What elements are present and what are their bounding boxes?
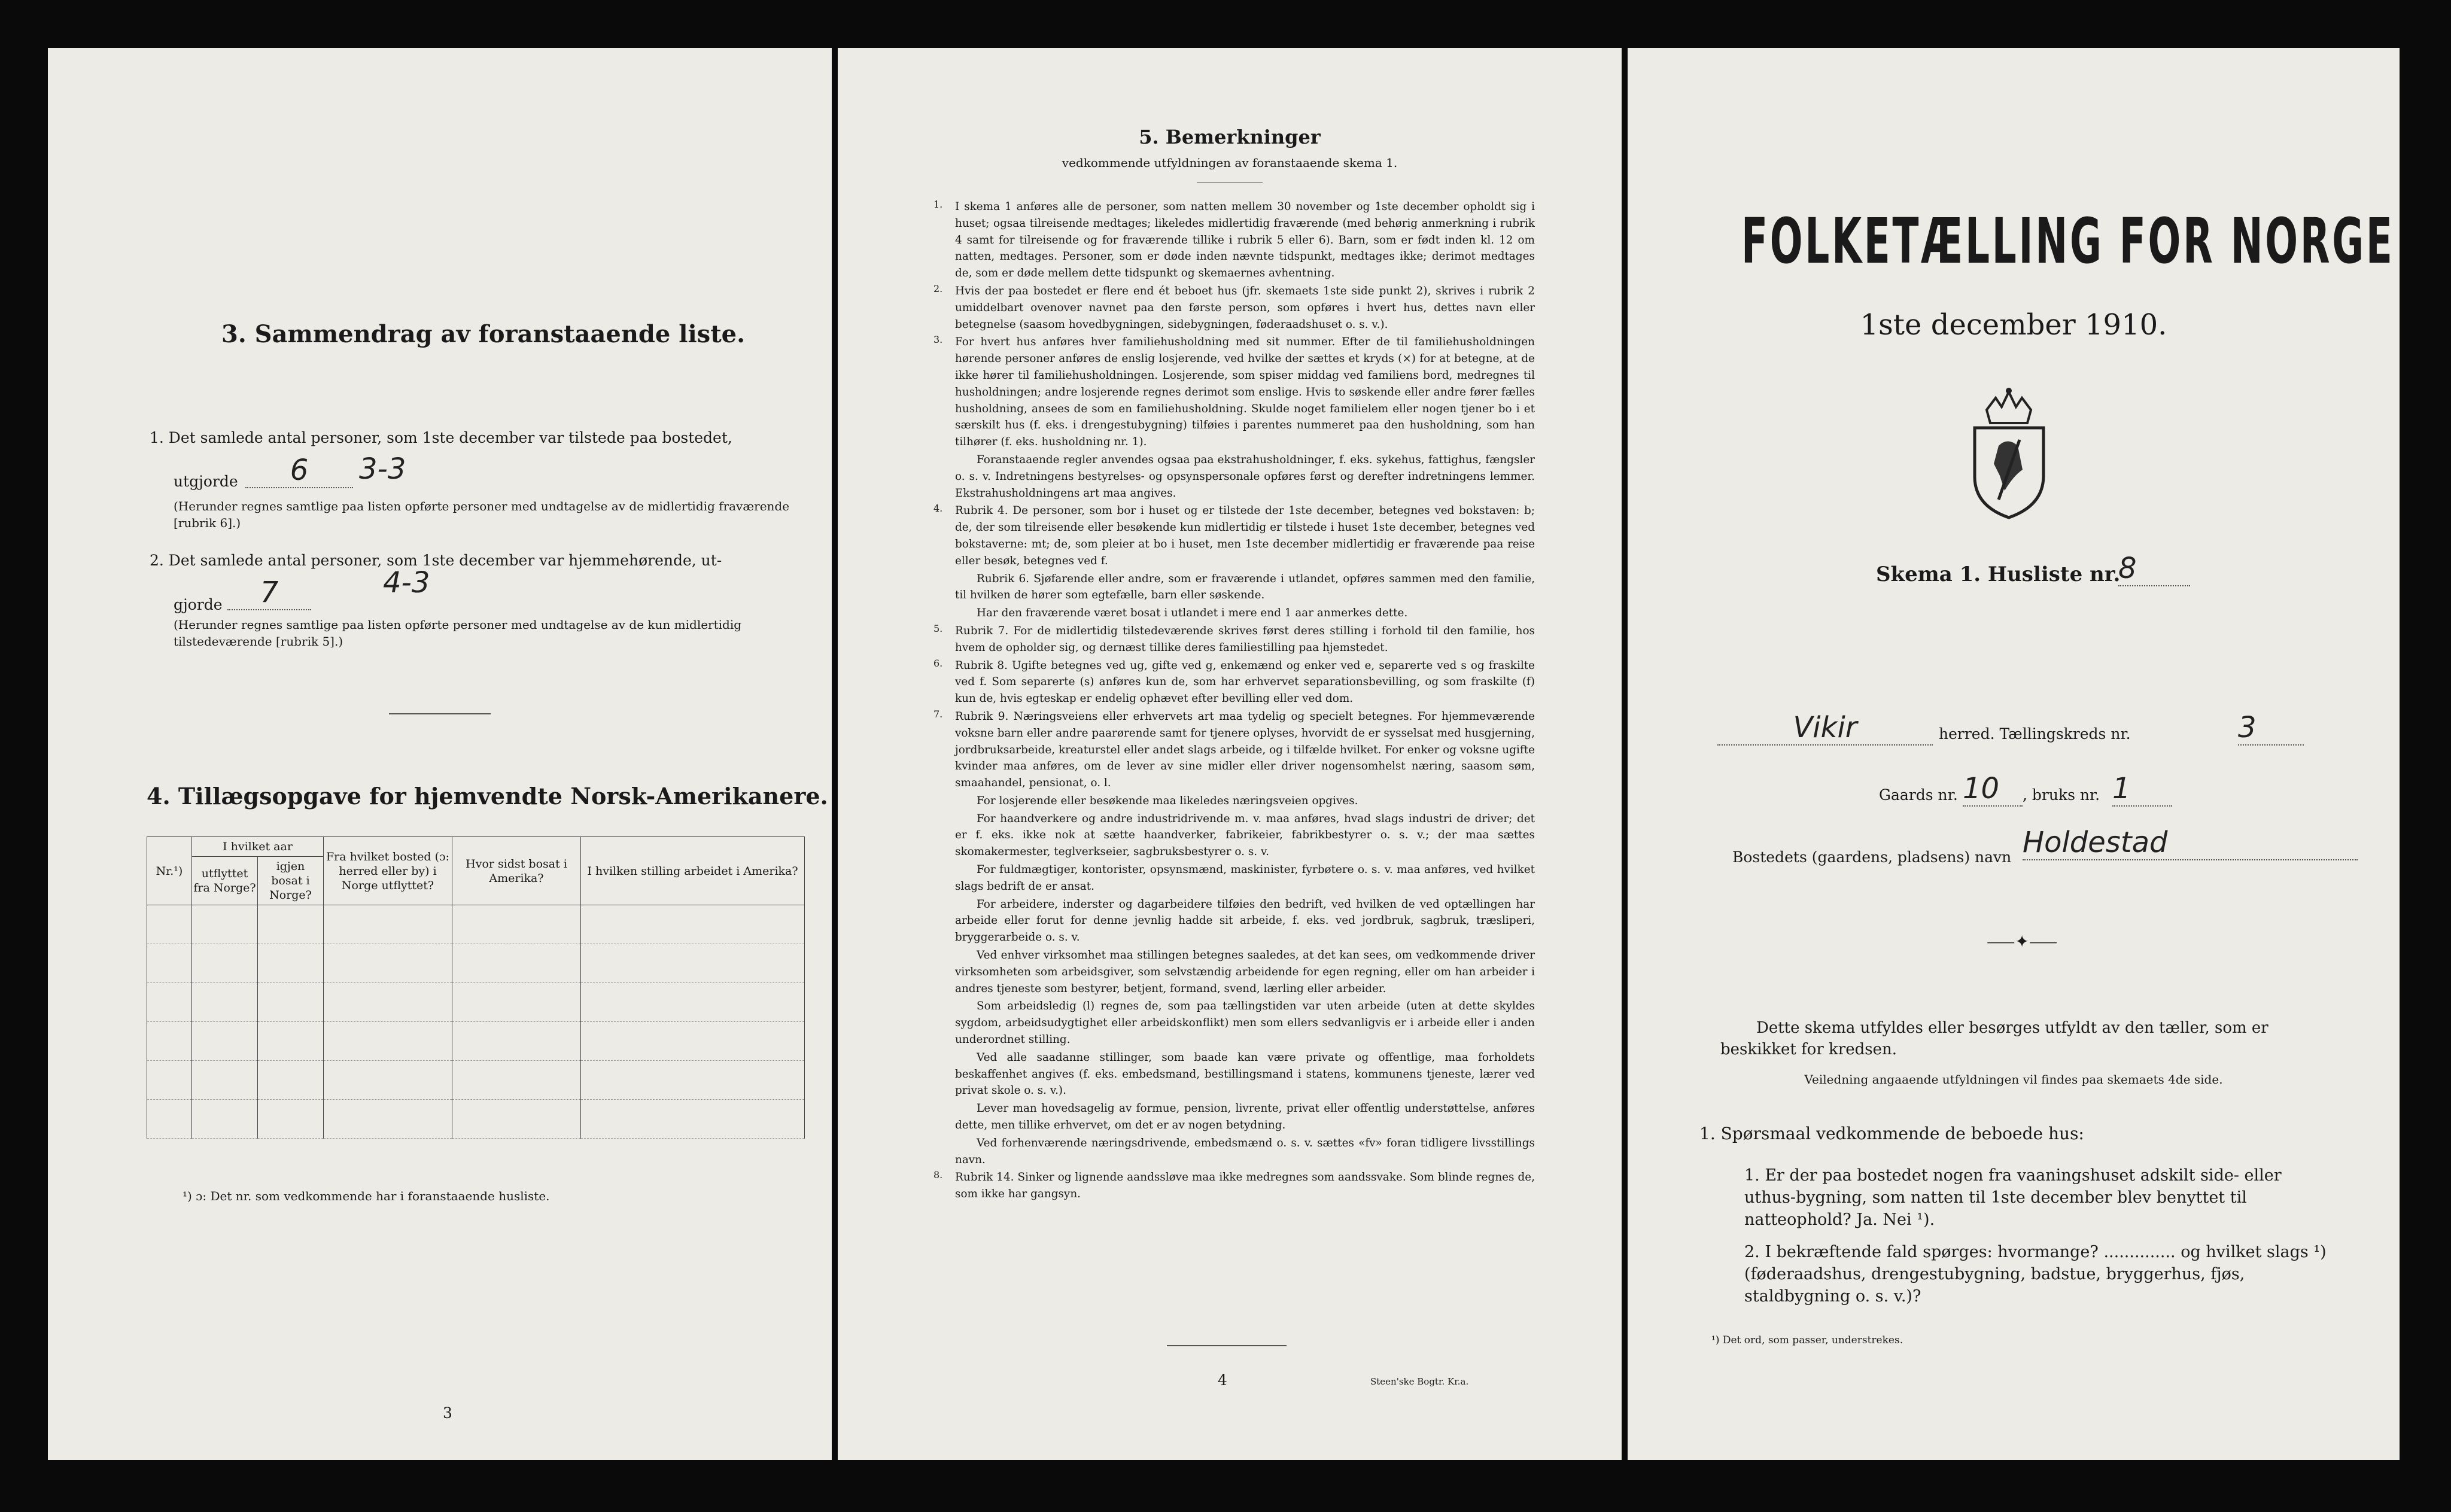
- page-number: 4: [1218, 1371, 1227, 1389]
- col-group-year: I hvilket aar: [192, 837, 324, 857]
- bosted-value: Holdestad: [2023, 826, 2358, 860]
- instruction-note: Veiledning angaaende utfyldningen vil findes paa skemaets 4de side.: [1804, 1072, 2223, 1087]
- remark-item: [933, 811, 1535, 860]
- remark-item: [933, 623, 1535, 656]
- remark-item: [933, 1049, 1535, 1099]
- col-from: Fra hvilket bosted (ɔ: herred eller by) i Norge utflyttet?: [324, 837, 452, 905]
- remark-item: [933, 334, 1535, 451]
- remark-item: [933, 503, 1535, 569]
- remark-item: [933, 283, 1535, 333]
- divider: [389, 713, 491, 714]
- remark-text: Som arbeidsledig (l) regnes de, som paa tællingstiden var uten arbeide (uten at dette skyldes sygdom, arbeidsudygtighet eller arbeidskonflikt) men som ellers sedvanligvis er i arbeide eller i anden underordnet stilling.: [955, 1000, 1535, 1046]
- remark-text: For hvert hus anføres hver familiehusholdning med sit nummer. Efter de til familiehusholdningen hørende personer anføres de enslig losjerende, ved hvilke der sættes et kryds (×) for at betegne, at de ikke hører til familiehusholdningen. Losjerende, som spiser middag ved familiens bord, medregnes til husholdningen; andre losjerende regnes derimot som enslige. Hvis to søskende eller andre fører fælles husholdning, ansees de som en familiehusholdning. Skulde noget familielem eller nogen tjener bo i et særskilt hus (f. eks. i drengestubygning) tilføies i parentes nummeret paa den husholdning, som han tilhører (f. eks. husholdning nr. 1).: [955, 336, 1535, 449]
- remark-text: For arbeidere, inderster og dagarbeidere tilføies den bedrift, ved hvilken de ved optællingen har arbeide eller forut for denne jevnlig hadde sit arbeide, f. eks. ved jordbruk, sagbruk, træsliperi, bryggerarbeide o. s. v.: [955, 898, 1535, 944]
- instruction: Dette skema utfyldes eller besørges utfyldt av den tæller, som er beskikket for kredsen.: [1720, 1019, 2268, 1058]
- remark-number: 1.: [933, 199, 943, 210]
- remark-item: [933, 947, 1535, 997]
- remark-item: [933, 862, 1535, 895]
- remark-number: 7.: [933, 708, 943, 720]
- remark-text: For losjerende eller besøkende maa likeledes næringsveien opgives.: [977, 794, 1358, 807]
- remark-item: [933, 1169, 1535, 1203]
- table-row: [147, 1061, 805, 1100]
- item1-note: (Herunder regnes samtlige paa listen opførte personer med undtagelse av de midlertidig fraværende [rubrik 6].): [174, 499, 790, 530]
- table-row: [147, 983, 805, 1022]
- remark-text: Ved alle saadanne stillinger, som baade kan være private og offentlige, maa forholdets beskaffenhet angives (f. eks. embedsmand, bestillingsmand i statens, kommunens tjeneste, lærer ved privat skole o. s. v.).: [955, 1051, 1535, 1097]
- remark-text: For haandverkere og andre industridrivende m. v. maa anføres, hvad slags industri de driver; det er f. eks. ikke nok at sætte haandverker, fabrikeier, fabrikbestyrer o. s. v.; der maa sættes skomakermester, teglverkseier, sagbruksbestyrer o. s. v.: [955, 812, 1535, 859]
- remark-text: Rubrik 7. For de midlertidig tilstedeværende skrives først deres stilling i forhold til den familie, hos hvem de opholder sig, og dernæst tillike deres familiestilling paa hjemstedet.: [955, 624, 1535, 654]
- remark-item: [933, 605, 1535, 622]
- page-number: 3: [443, 1404, 452, 1422]
- remark-text: Lever man hovedsagelig av formue, pension, livrente, privat eller offentlig understøttelse, anføres dette, men tillike erhvervet, om det er av nogen betydning.: [955, 1102, 1535, 1132]
- divider: [1197, 182, 1263, 183]
- printer-mark: Steen'ske Bogtr. Kr.a.: [1370, 1376, 1469, 1387]
- summary-item1: 1. Det samlede antal personer, som 1ste december var tilstede paa bostedet,: [150, 429, 732, 446]
- remark-text: Hvis der paa bostedet er flere end ét beboet hus (jfr. skemaets 1ste side punkt 2), skrives i rubrik 2 umiddelbart ovenover navnet paa den første person, som opføres i hvert hus, dettes navn eller betegnelse (saasom hovedbygningen, sidebygningen, føderaadshuset o. s. v.).: [955, 284, 1535, 331]
- question-2: 2. I bekræftende fald spørges: hvormange? .............. og hvilket slags ¹) (føderaadshus, drengestubygning, badstue, bryggerhus, fjøs, staldbygning o. s. v.)?: [1744, 1243, 2327, 1306]
- remark-text: Har den fraværende været bosat i utlandet i mere end 1 aar anmerkes dette.: [977, 607, 1408, 620]
- table-row: [147, 944, 805, 983]
- herred-value: Vikir: [1717, 711, 1933, 746]
- col-last: Hvor sidst bosat i Amerika?: [452, 837, 581, 905]
- kreds-value: 3: [2238, 711, 2304, 746]
- item1-value: 6: [245, 454, 353, 488]
- footnote: ¹) Det ord, som passer, understrekes.: [1711, 1334, 1903, 1346]
- page-left: [48, 48, 832, 1460]
- question-1: 1. Er der paa bostedet nogen fra vaaningshuset adskilt side- eller uthus-bygning, som natten til 1ste december blev benyttet til natteophold? Ja. Nei ¹).: [1744, 1166, 2282, 1229]
- remark-number: 2.: [933, 282, 943, 294]
- schema-label: Skema 1. Husliste nr.: [1876, 562, 2121, 586]
- item2-note: (Herunder regnes samtlige paa listen opførte personer med undtagelse av de kun midlertidig tilstedeværende [rubrik 5].): [174, 617, 742, 649]
- norsk-amerikanere-table: [147, 836, 805, 1139]
- item2-value: 7: [227, 576, 311, 610]
- section3-title: 3. Sammendrag av foranstaaende liste.: [221, 320, 746, 348]
- page-right: [1628, 48, 2400, 1460]
- summary-item2: 2. Det samlede antal personer, som 1ste december var hjemmehørende, ut-: [150, 552, 722, 569]
- remark-text: Rubrik 9. Næringsveiens eller erhvervets art maa tydelig og specielt betegnes. For hjemmeværende voksne barn eller andre paarørende samt for tjenere oplyses, hvorvidt de er sysselsat med husgjerning, jordbruksarbeide, kreaturstel eller andet slags arbeide, og i tilfælde hvilket. For enker og voksne ugifte kvinder maa anføres, om de lever av sine midler eller driver nogensomhelst næring, saasom søm, smaahandel, pensionat, o. l.: [955, 710, 1535, 790]
- col-emigrated: utflyttet fra Norge?: [192, 857, 258, 905]
- bruks-value: 1: [2112, 772, 2172, 807]
- remark-item: [933, 452, 1535, 501]
- remark-item: [933, 1100, 1535, 1134]
- gaards-label: Gaards nr.: [1879, 786, 1958, 804]
- section5-subtitle: vedkommende utfyldningen av foranstaaende skema 1.: [1062, 156, 1398, 170]
- remark-text: Ved enhver virksomhet maa stillingen betegnes saaledes, at det kan sees, om vedkommende driver virksomheten som arbeidsgiver, som selvstændig arbeidende for egen regning, eller om han arbeider i andres tjeneste som bestyrer, betjent, formand, svend, lærling eller arbeider.: [955, 949, 1535, 995]
- remark-number: 4.: [933, 503, 943, 515]
- item2-extra: 4-3: [383, 566, 430, 600]
- item1-extra: 3-3: [359, 452, 406, 486]
- col-returned: igjen bosat i Norge?: [258, 857, 324, 905]
- page-middle: [838, 48, 1622, 1460]
- ornament: ⸺✦⸺: [1987, 932, 2058, 951]
- questions-title: 1. Spørsmaal vedkommende de beboede hus:: [1699, 1124, 2084, 1143]
- col-position: I hvilken stilling arbeidet i Amerika?: [581, 837, 805, 905]
- item1-label: utgjorde: [174, 473, 238, 490]
- remark-item: [933, 571, 1535, 604]
- bosted-label: Bostedets (gaardens, pladsens) navn: [1732, 848, 2012, 866]
- col-nr: Nr.¹): [147, 837, 192, 905]
- remark-item: [933, 708, 1535, 792]
- remark-number: 8.: [933, 1169, 943, 1181]
- remark-text: Ved forhenværende næringsdrivende, embedsmænd o. s. v. sættes «fv» foran tidligere livsstillings navn.: [955, 1136, 1535, 1166]
- gaards-value: 10: [1963, 772, 2023, 807]
- table-row: [147, 1022, 805, 1061]
- footnote: ¹) ɔ: Det nr. som vedkommende har i foranstaaende husliste.: [183, 1189, 550, 1203]
- remark-number: 6.: [933, 657, 943, 669]
- remark-text: Rubrik 14. Sinker og lignende aandssløve maa ikke medregnes som aandssvake. Som blinde regnes de, som ikke har gangsyn.: [955, 1171, 1535, 1201]
- remark-item: [933, 1135, 1535, 1169]
- remarks-list: [933, 199, 1535, 1204]
- remark-item: [933, 998, 1535, 1048]
- bruks-label: , bruks nr.: [2023, 786, 2100, 804]
- herred-label: herred. Tællingskreds nr.: [1939, 725, 2131, 743]
- remark-text: Foranstaaende regler anvendes ogsaa paa ekstrahusholdninger, f. eks. sykehus, fattighus, fængsler o. s. v. Indretningens bestyrelses- og opsynspersonale opføres først og derefter indretningens lemmer. Ekstrahusholdningens art maa angives.: [955, 453, 1535, 500]
- section5-title: 5. Bemerkninger: [1139, 126, 1321, 148]
- remark-item: [933, 793, 1535, 810]
- section4-title: 4. Tillægsopgave for hjemvendte Norsk-Amerikanere.: [147, 783, 828, 810]
- divider: [1167, 1345, 1287, 1346]
- census-title: FOLKETÆLLING FOR NORGE: [1741, 205, 2395, 278]
- table-row: [147, 905, 805, 944]
- census-date: 1ste december 1910.: [1860, 308, 2167, 342]
- remark-item: [933, 896, 1535, 946]
- remark-item: [933, 658, 1535, 707]
- remark-text: Rubrik 8. Ugifte betegnes ved ug, gifte ved g, enkemænd og enker ved e, separerte ved s og fraskilte ved f. Som separerte (s) anføres kun de, som har erhvervet separationsbevilling, og som fraskilte (f) kun de, hvis egteskap er endelig ophævet efter bevilling eller ved dom.: [955, 659, 1535, 705]
- remark-number: 5.: [933, 622, 943, 634]
- table-row: [147, 1100, 805, 1139]
- remark-item: [933, 199, 1535, 282]
- norway-coat-of-arms-icon: [1963, 386, 2055, 521]
- remark-number: 3.: [933, 334, 943, 346]
- remark-text: I skema 1 anføres alle de personer, som natten mellem 30 november og 1ste december opholdt sig i huset; ogsaa tilreisende medtages; likeledes midlertidig fraværende (med behørig anmerkning i rubrik 4 samt for tilreisende og for fraværende tillike i rubrik 5 eller 6). Barn, som er født inden kl. 12 om natten, medtages. Personer, som er døde inden nævnte tidspunkt, medtages ikke; derimot medtages de, som er døde mellem dette tidspunkt og skemaernes avhentning.: [955, 200, 1535, 280]
- schema-value: 8: [2118, 552, 2190, 586]
- remark-text: Rubrik 6. Sjøfarende eller andre, som er fraværende i utlandet, opføres sammen med den familie, til hvilken de hører som egtefælle, barn eller søskende.: [955, 572, 1535, 602]
- item2-label: gjorde: [174, 596, 223, 613]
- remark-text: For fuldmægtiger, kontorister, opsynsmænd, maskinister, fyrbøtere o. s. v. maa anføres, ved hvilket slags bedrift de er ansat.: [955, 863, 1535, 893]
- remark-text: Rubrik 4. De personer, som bor i huset og er tilstede der 1ste december, betegnes ved bokstaven: b; de, der som tilreisende eller besøkende kun midlertidig er tilstede i huset 1ste december, betegnes ved bokstaverne: mt; de, som pleier at bo i huset, men 1ste december midlertidig er fraværende paa reise eller besøk, betegnes ved f.: [955, 504, 1535, 567]
